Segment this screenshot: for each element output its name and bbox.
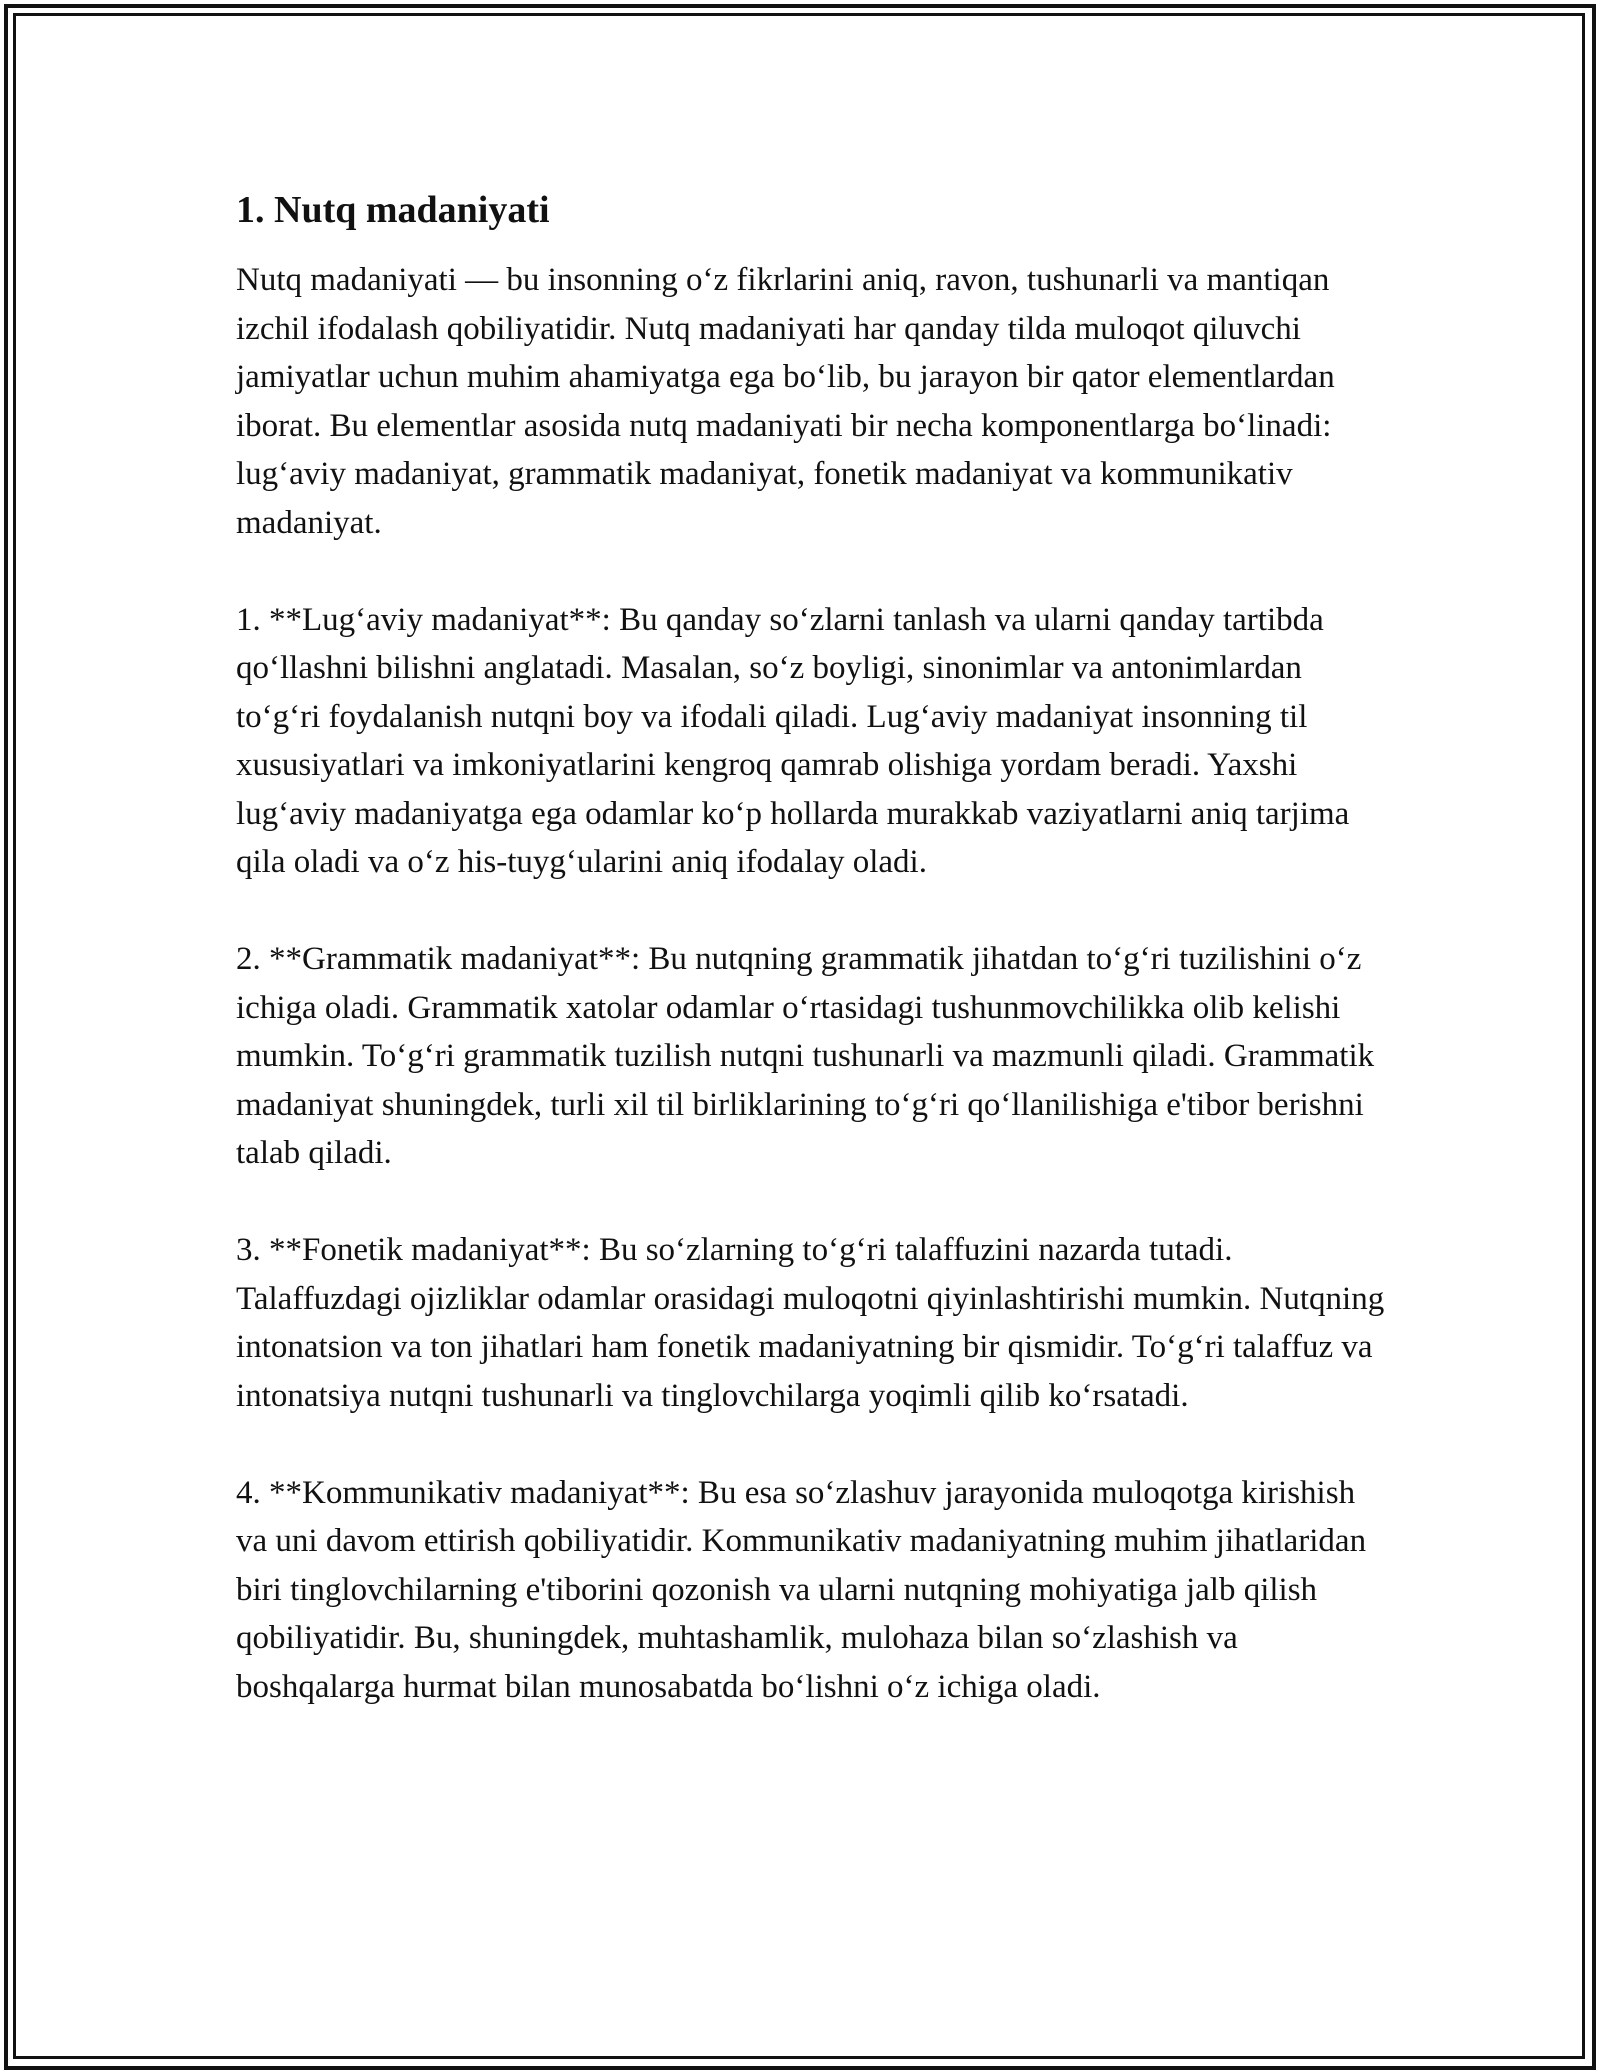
paragraph-lexical-culture: 1. **Lug‘aviy madaniyat**: Bu qanday so‘zlarni tanlash va ularni qanday tartibda qo‘llashni bilishni anglatadi. Masalan, so‘z boyligi, sinonimlar va antonimlardan to‘g‘ri foydalanish nutqni boy va ifodali qiladi. Lug‘aviy madaniyat insonning til xususiyatlari va imkoniyatlarini kengroq qamrab olishiga yordam beradi. Yaxshi lug‘aviy madaniyatga ega odamlar ko‘p hollarda murakkab vaziyatlarni aniq tarjima qila oladi va o‘z his-tuyg‘ularini aniq ifodalay oladi. <box>236 601 1350 880</box>
paragraph-phonetic-culture: 3. **Fonetik madaniyat**: Bu so‘zlarning to‘g‘ri talaffuzini nazarda tutadi. Talaffuzdagi ojizliklar odamlar orasidagi muloqotni qiyinlashtirishi mumkin. Nutqning intonatsion va ton jihatlari ham fonetik madaniyatning bir qismidir. To‘g‘ri talaffuz va intonatsiya nutqni tushunarli va tinglovchilarga yoqimli qilib ko‘rsatadi. <box>236 1232 1385 1414</box>
paragraph-communicative-culture: 4. **Kommunikativ madaniyat**: Bu esa so‘zlashuv jarayonida muloqotga kirishish va uni davom ettirish qobiliyatidir. Kommunikativ madaniyatning muhim jihatlaridan biri tinglovchilarning e'tiborini qozonish va ularni nutqning mohiyatiga jalb qilish qobiliyatidir. Bu, shuningdek, muhtashamlik, mulohaza bilan so‘zlashish va boshqalarga hurmat bilan munosabatda bo‘lishni o‘z ichiga oladi. <box>236 1474 1367 1705</box>
paragraph-grammatical-culture: 2. **Grammatik madaniyat**: Bu nutqning grammatik jihatdan to‘g‘ri tuzilishini o‘z ichiga oladi. Grammatik xatolar odamlar o‘rtasidagi tushunmovchilikka olib kelishi mumkin. To‘g‘ri grammatik tuzilish nutqni tushunarli va mazmunli qiladi. Grammatik madaniyat shuningdek, turli xil til birliklarining to‘g‘ri qo‘llanilishiga e'tibor berishni talab qiladi. <box>236 941 1375 1171</box>
intro-paragraph: Nutq madaniyati — bu insonning o‘z fikrlarini aniq, ravon, tushunarli va mantiqan izchil ifodalash qobiliyatidir. Nutq madaniyati har qanday tilda muloqot qiluvchi jamiyatlar uchun muhim ahamiyatga ega bo‘lib, bu jarayon bir qator elementlardan iborat. Bu elementlar asosida nutq madaniyati bir necha komponentlarga bo‘linadi: lug‘aviy madaniyat, grammatik madaniyat, fonetik madaniyat va kommunikativ madaniyat. <box>236 262 1335 541</box>
page-title: 1. Nutq madaniyati <box>236 189 550 231</box>
document-body <box>236 186 1386 1711</box>
